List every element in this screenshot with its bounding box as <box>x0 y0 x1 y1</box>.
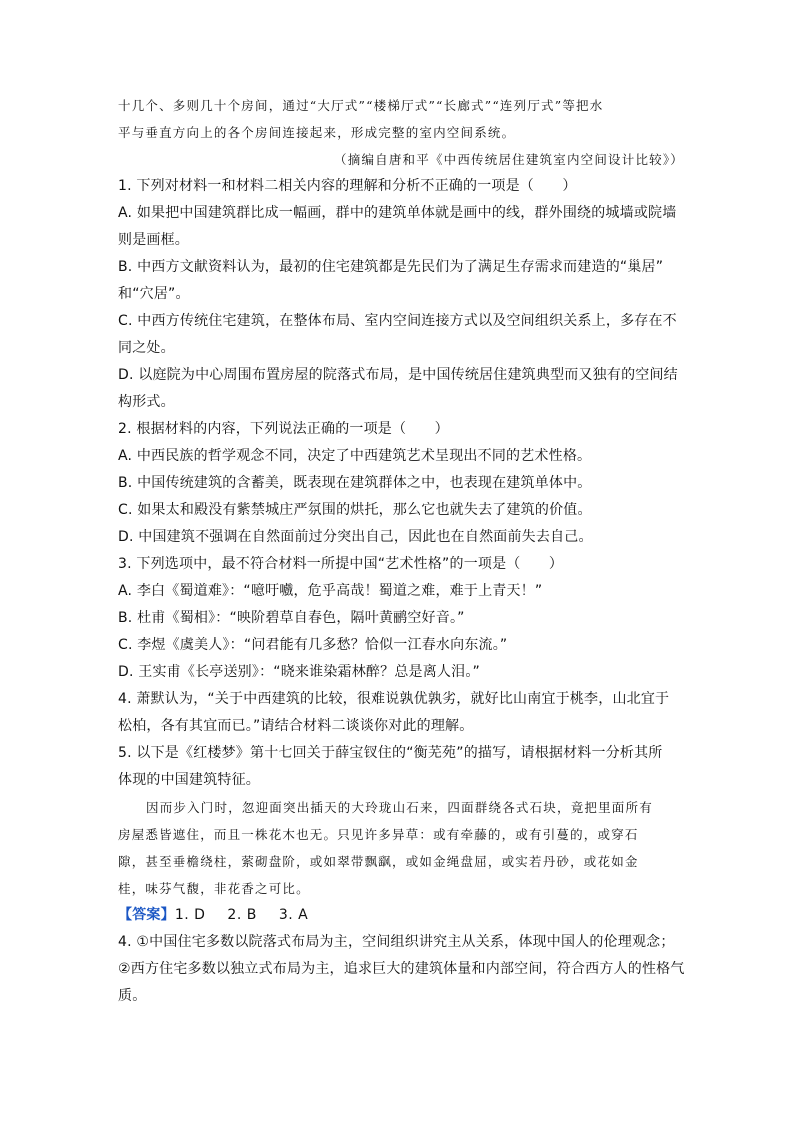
question-stem: 3. 下列选项中，最不符合材料一所提中国“艺术性格”的一项是（ ） <box>118 556 564 572</box>
excerpt-line: 隙，甚至垂檐绕柱，萦砌盘阶，或如翠带飘飖，或如金绳盘屈，或实若丹砂，或花如金 <box>118 854 639 869</box>
option-line: 同之处。 <box>118 340 175 356</box>
option-line: 则是画框。 <box>118 232 189 248</box>
answer-section <box>118 902 684 1010</box>
option-line: D. 中国建筑不强调在自然面前过分突出自己，因此也在自然面前失去自己。 <box>118 529 593 545</box>
option-line: 构形式。 <box>118 394 175 410</box>
source-citation: （摘编自唐和平《中西传统居住建筑室内空间设计比较》） <box>334 152 684 167</box>
answer-explain-line: 4. ①中国住宅多数以院落式布局为主，空间组织讲究主从关系，体现中国人的伦理观念； <box>118 934 675 950</box>
answer-item: 3. A <box>278 907 309 923</box>
excerpt-line: 房屋悉皆遮住，而且一株花木也无。只见许多异草：或有牵藤的，或有引蔓的，或穿石 <box>118 827 639 842</box>
option-line: C. 李煜《虞美人》：“问君能有几多愁？恰似一江春水向东流。” <box>118 637 508 653</box>
question-3 <box>118 551 684 686</box>
answer-item: 1. D <box>174 907 206 923</box>
answer-tag: 【答案】 <box>118 907 175 923</box>
question-stem: 松柏，各有其宜而已。”请结合材料二谈谈你对此的理解。 <box>118 718 474 734</box>
question-stem: 4. 萧默认为，“关于中西建筑的比较，很难说孰优孰劣，就好比山南宜于桃李，山北宜于 <box>118 691 670 707</box>
excerpt-line: 因而步入门时，忽迎面突出插天的大玲珑山石来，四面群绕各式石块，竟把里面所有 <box>146 800 653 815</box>
option-line: D. 王实甫《长亭送别》：“晓来谁染霜林醉？总是离人泪。” <box>118 664 480 680</box>
intro-line: 平与垂直方向上的各个房间连接起来，形成完整的室内空间系统。 <box>118 125 516 140</box>
answer-line <box>118 902 684 929</box>
question-stem: 5. 以下是《红楼梦》第十七回关于薛宝钗住的“衡芜苑”的描写，请根据材料一分析其所 <box>118 745 663 761</box>
excerpt-passage <box>118 794 684 902</box>
question-stem: 1. 下列对材料一和材料二相关内容的理解和分析不正确的一项是（ ） <box>118 178 577 194</box>
question-4 <box>118 686 684 740</box>
question-1 <box>118 173 684 416</box>
question-2 <box>118 416 684 551</box>
document-page <box>118 92 684 1010</box>
option-line: A. 李白《蜀道难》：“噫吁嚱，危乎高哉！蜀道之难，难于上青天！” <box>118 583 543 599</box>
option-line: A. 如果把中国建筑群比成一幅画，群中的建筑单体就是画中的线，群外围绕的城墙或院墙 <box>118 205 677 221</box>
option-line: B. 中西方文献资料认为，最初的住宅建筑都是先民们为了满足生存需求而建造的“巢居” <box>118 259 664 275</box>
option-line: D. 以庭院为中心周围布置房屋的院落式布局，是中国传统居住建筑典型而又独有的空间结 <box>118 367 678 383</box>
question-stem: 体现的中国建筑特征。 <box>118 772 260 788</box>
option-line: A. 中西民族的哲学观念不同，决定了中西建筑艺术呈现出不同的艺术性格。 <box>118 448 592 464</box>
answer-explain-line: ②西方住宅多数以独立式布局为主，追求巨大的建筑体量和内部空间，符合西方人的性格气 <box>118 961 685 977</box>
option-line: B. 杜甫《蜀相》：“映阶碧草自春色，隔叶黄鹂空好音。” <box>118 610 465 626</box>
question-5 <box>118 740 684 794</box>
option-line: C. 中西方传统住宅建筑，在整体布局、室内空间连接方式以及空间组织关系上，多存在不 <box>118 313 677 329</box>
option-line: B. 中国传统建筑的含蓄美，既表现在建筑群体之中，也表现在建筑单体中。 <box>118 475 592 491</box>
answer-item: 2. B <box>227 907 257 923</box>
intro-passage <box>118 92 684 173</box>
option-line: C. 如果太和殿没有紫禁城庄严氛围的烘托，那么它也就失去了建筑的价值。 <box>118 502 592 518</box>
answer-explain-line: 质。 <box>118 988 147 1004</box>
question-stem: 2. 根据材料的内容，下列说法正确的一项是（ ） <box>118 421 449 437</box>
intro-line: 十几个、多则几十个房间，通过“大厅式”“楼梯厅式”“长廊式”“连列厅式”等把水 <box>118 98 604 113</box>
excerpt-line: 桂，味芬气馥，非花香之可比。 <box>118 881 310 896</box>
option-line: 和“穴居”。 <box>118 286 190 302</box>
